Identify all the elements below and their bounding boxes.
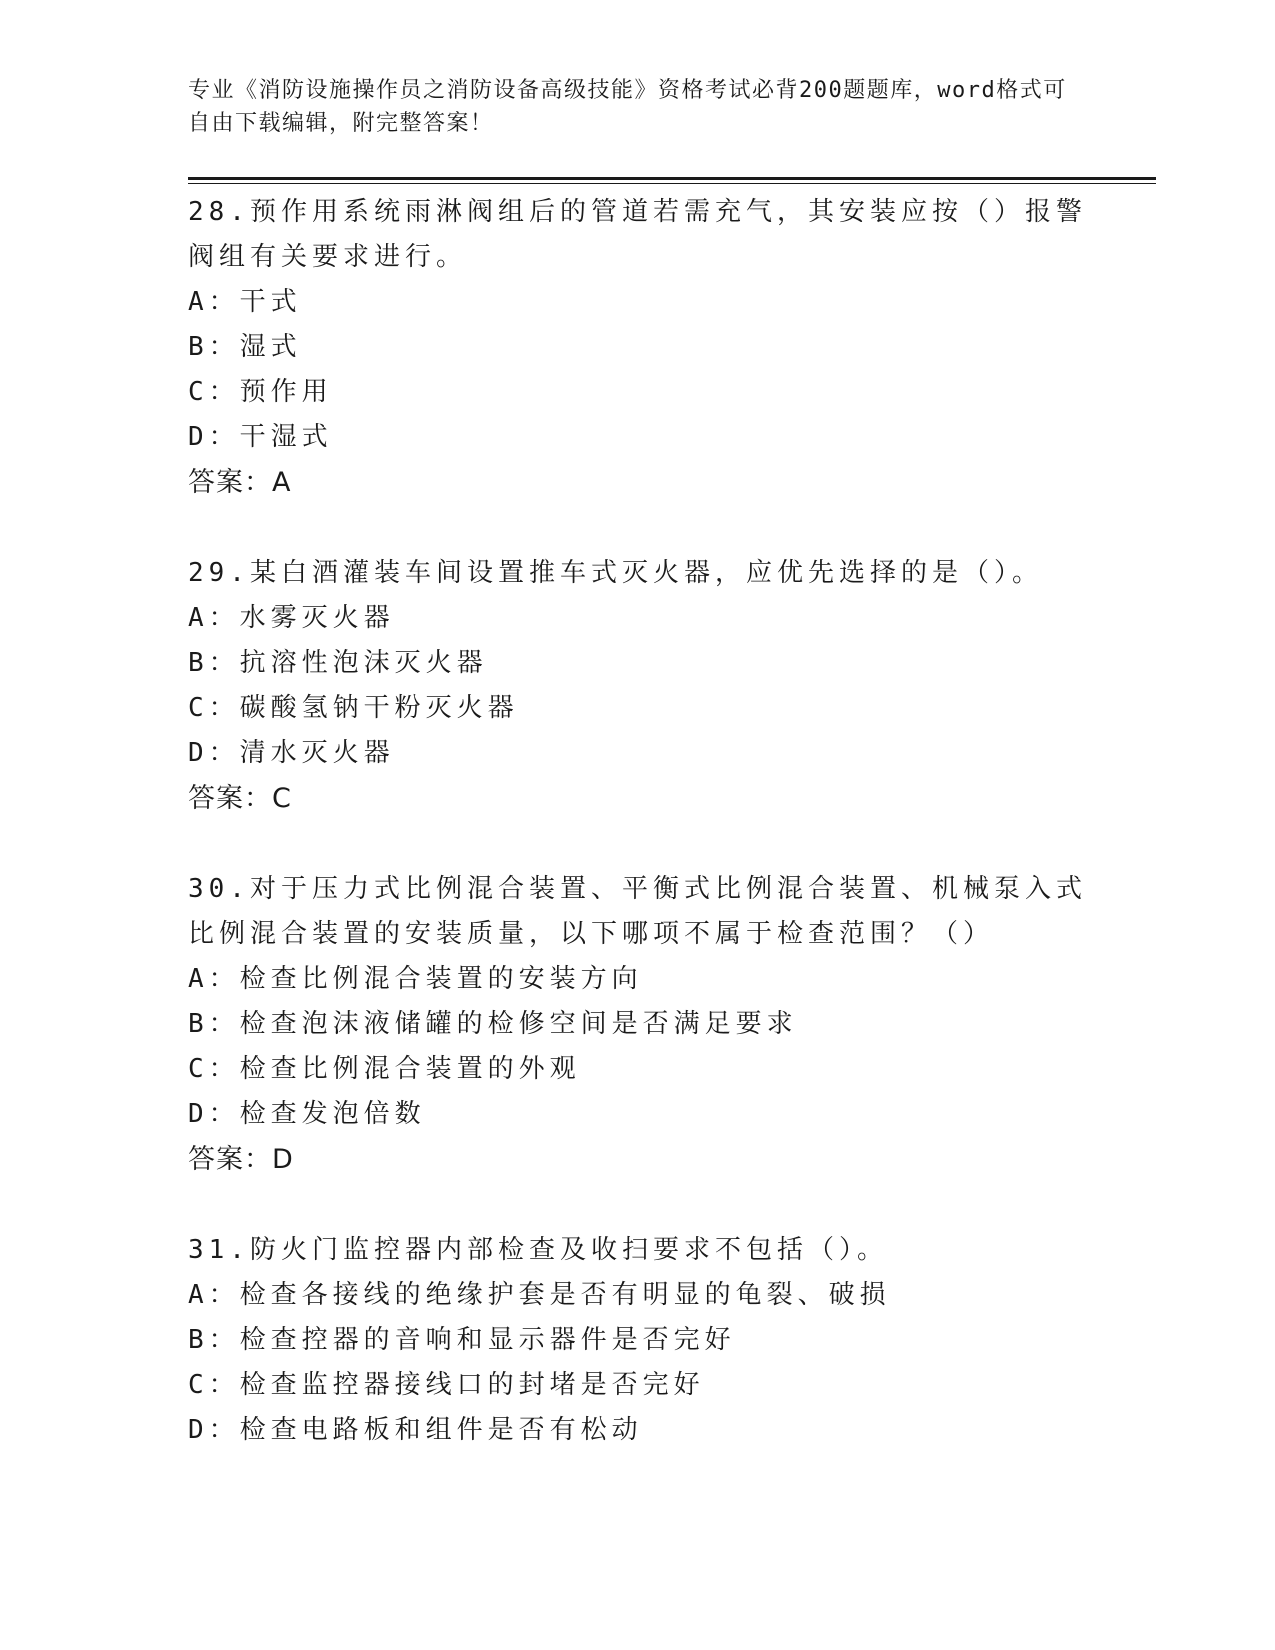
option-c: C：碳酸氢钠干粉灭火器 — [188, 693, 519, 723]
option-b: B：检查泡沫液储罐的检修空间是否满足要求 — [188, 1009, 798, 1039]
option-b: B：检查控器的音响和显示器件是否完好 — [188, 1325, 736, 1355]
question-list — [188, 190, 1088, 1499]
header-divider-thick — [188, 177, 1156, 180]
answer-label: 答案：C — [188, 783, 292, 814]
question-stem: 29.某白酒灌装车间设置推车式灭火器，应优先选择的是（）。 — [188, 558, 1043, 588]
option-d: D：检查发泡倍数 — [188, 1099, 426, 1129]
option-d: D：清水灭火器 — [188, 738, 395, 768]
question-stem: 28.预作用系统雨淋阀组后的管道若需充气，其安装应按（）报警阀组有关要求进行。 — [188, 197, 1087, 272]
option-c: C：预作用 — [188, 377, 333, 407]
document-header: 专业《消防设施操作员之消防设备高级技能》资格考试必背200题题库，word格式可自由下载编辑，附完整答案！ — [188, 78, 1067, 136]
option-c: C：检查比例混合装置的外观 — [188, 1054, 581, 1084]
option-b: B：湿式 — [188, 332, 302, 362]
question-stem: 31.防火门监控器内部检查及收扫要求不包括（）。 — [188, 1235, 888, 1265]
option-a: A：干式 — [188, 287, 302, 317]
option-d: D：检查电路板和组件是否有松动 — [188, 1415, 643, 1445]
question-31 — [188, 1228, 1088, 1453]
option-a: A：检查比例混合装置的安装方向 — [188, 964, 643, 994]
option-b: B：抗溶性泡沫灭火器 — [188, 648, 488, 678]
answer-label: 答案：D — [188, 1144, 294, 1175]
question-29 — [188, 551, 1088, 821]
question-28 — [188, 190, 1088, 505]
option-c: C：检查监控器接线口的封堵是否完好 — [188, 1370, 705, 1400]
question-30 — [188, 867, 1088, 1182]
question-stem: 30.对于压力式比例混合装置、平衡式比例混合装置、机械泵入式比例混合装置的安装质量，以下哪项不属于检查范围？（） — [188, 874, 1087, 949]
header-divider-thin — [188, 183, 1156, 184]
option-a: A：检查各接线的绝缘护套是否有明显的龟裂、破损 — [188, 1280, 891, 1310]
option-a: A：水雾灭火器 — [188, 603, 395, 633]
option-d: D：干湿式 — [188, 422, 333, 452]
answer-label: 答案：A — [188, 467, 292, 498]
